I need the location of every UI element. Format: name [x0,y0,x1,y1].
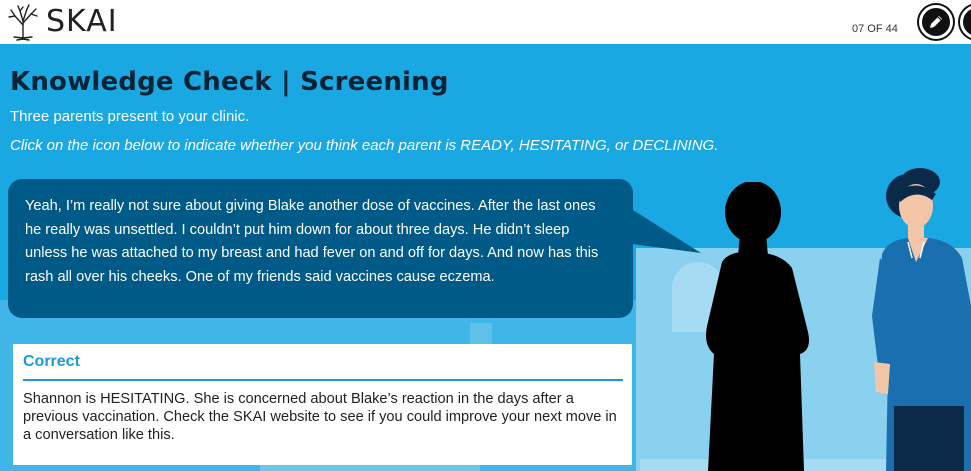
slide-counter: 07 OF 44 [852,23,898,35]
logo-text: SKAI [46,4,118,39]
feedback-text: Shannon is HESITATING. She is concerned about Blake’s reaction in the days after a previous vaccination. Check the SKAI website to see if you could improve your next move in a conversation like this. [23,391,617,443]
page-instruction: Click on the icon below to indicate whether you think each parent is READY, HESITATING, or DECLINING. [10,137,719,154]
page-subtitle: Three parents present to your clinic. [10,108,250,125]
menu-button[interactable] [960,5,971,39]
parent-silhouette [700,182,826,471]
pencil-icon [927,13,945,31]
notes-button[interactable] [919,5,953,39]
skai-logo [6,3,118,41]
feedback-panel [13,344,632,465]
feedback-divider [23,379,623,381]
speech-text: Yeah, I’m really not sure about giving Blake another dose of vaccines. After the last ones he really was unsettled. I couldn’t put him down for about three days. He didn’t sleep unless he was attached to my breast and had fever on and off for days. And now has this rash all over his cheeks. One of my friends said vaccines cause eczema. [25,198,599,285]
top-bar [0,0,971,44]
tree-logo-icon [6,3,40,41]
page-title: Knowledge Check | Screening [10,67,449,97]
speech-bubble-tail [625,205,705,255]
nurse-figure [872,166,971,471]
background-object [470,323,492,345]
speech-bubble [8,179,633,318]
feedback-title: Correct [23,353,80,370]
